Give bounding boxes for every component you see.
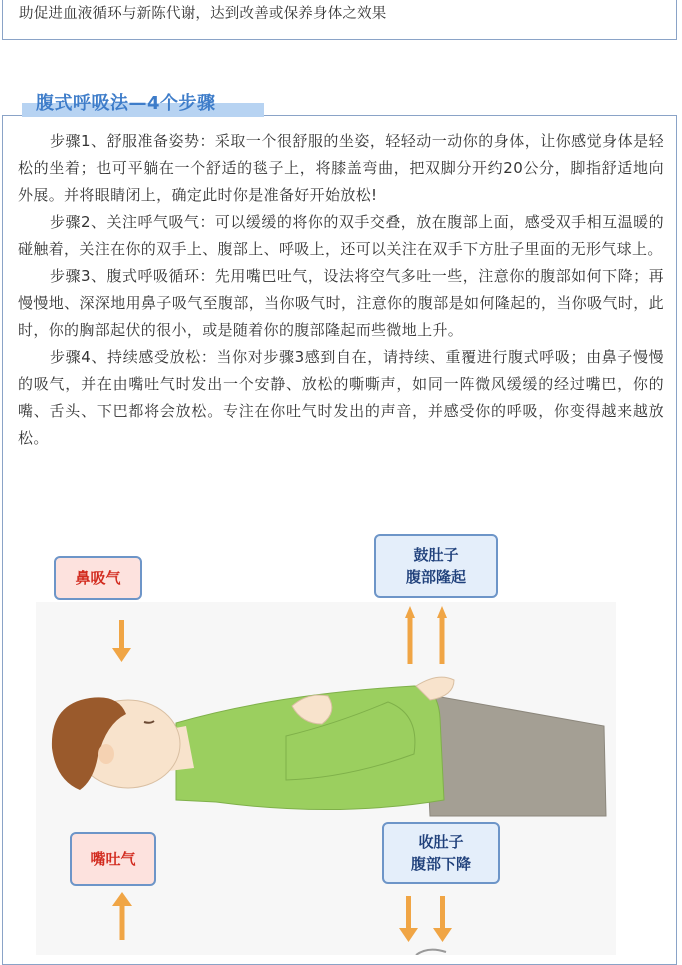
mouth-exhale-label: 嘴吐气 (70, 832, 156, 886)
step-1: 步骤1、舒服准备姿势：采取一个很舒服的坐姿，轻轻动一动你的身体，让你感觉身体是轻松的坐着；也可平躺在一个舒适的毯子上，将膝盖弯曲，把双脚分开约20公分，脚指舒适地向外展。并将眼睛闭上，确定此时你是准备好开始放松! (18, 132, 664, 204)
belly-in-label: 收肚子 腹部下降 (382, 822, 500, 884)
section-heading (22, 91, 216, 119)
ear-shape (98, 744, 114, 764)
nose-inhale-label: 鼻吸气 (54, 556, 142, 600)
step-2: 步骤2、关注呼气吸气：可以缓缓的将你的双手交叠，放在腹部上面，感受双手相互温暖的碰触着，关注在你的双手上、腹部上、呼吸上，还可以关注在双手下方肚子里面的无形气球上。 (18, 213, 664, 258)
step-4: 步骤4、持续感受放松：当你对步骤3感到自在，请持续、重覆进行腹式呼吸；由鼻子慢慢的吸气，并在由嘴吐气时发出一个安静、放松的嘶嘶声，如同一阵微风缓缓的经过嘴巴，你的嘴、舌头、下巴都将会放松。专注在你吐气时发出的声音，并感受你的呼吸，你变得越来越放松。 (18, 348, 664, 447)
breathing-illustration (36, 518, 616, 955)
steps-list (18, 128, 664, 452)
section-title: 腹式呼吸法—4个步骤 (36, 93, 216, 114)
step-3: 步骤3、腹式呼吸循环：先用嘴巴吐气，设法将空气多吐一些，注意你的腹部如何下降；再慢慢地、深深地用鼻子吸气至腹部，当你吸气时，注意你的腹部是如何隆起的，当你吸气时，此时，你的胸部起伏的很小，或是随着你的腹部隆起而些微地上升。 (18, 267, 664, 339)
intro-text-box (2, 0, 677, 40)
belly-out-label: 鼓肚子 腹部隆起 (374, 534, 498, 598)
intro-text: 助促进血液循环与新陈代谢，达到改善或保养身体之效果 (19, 6, 387, 22)
